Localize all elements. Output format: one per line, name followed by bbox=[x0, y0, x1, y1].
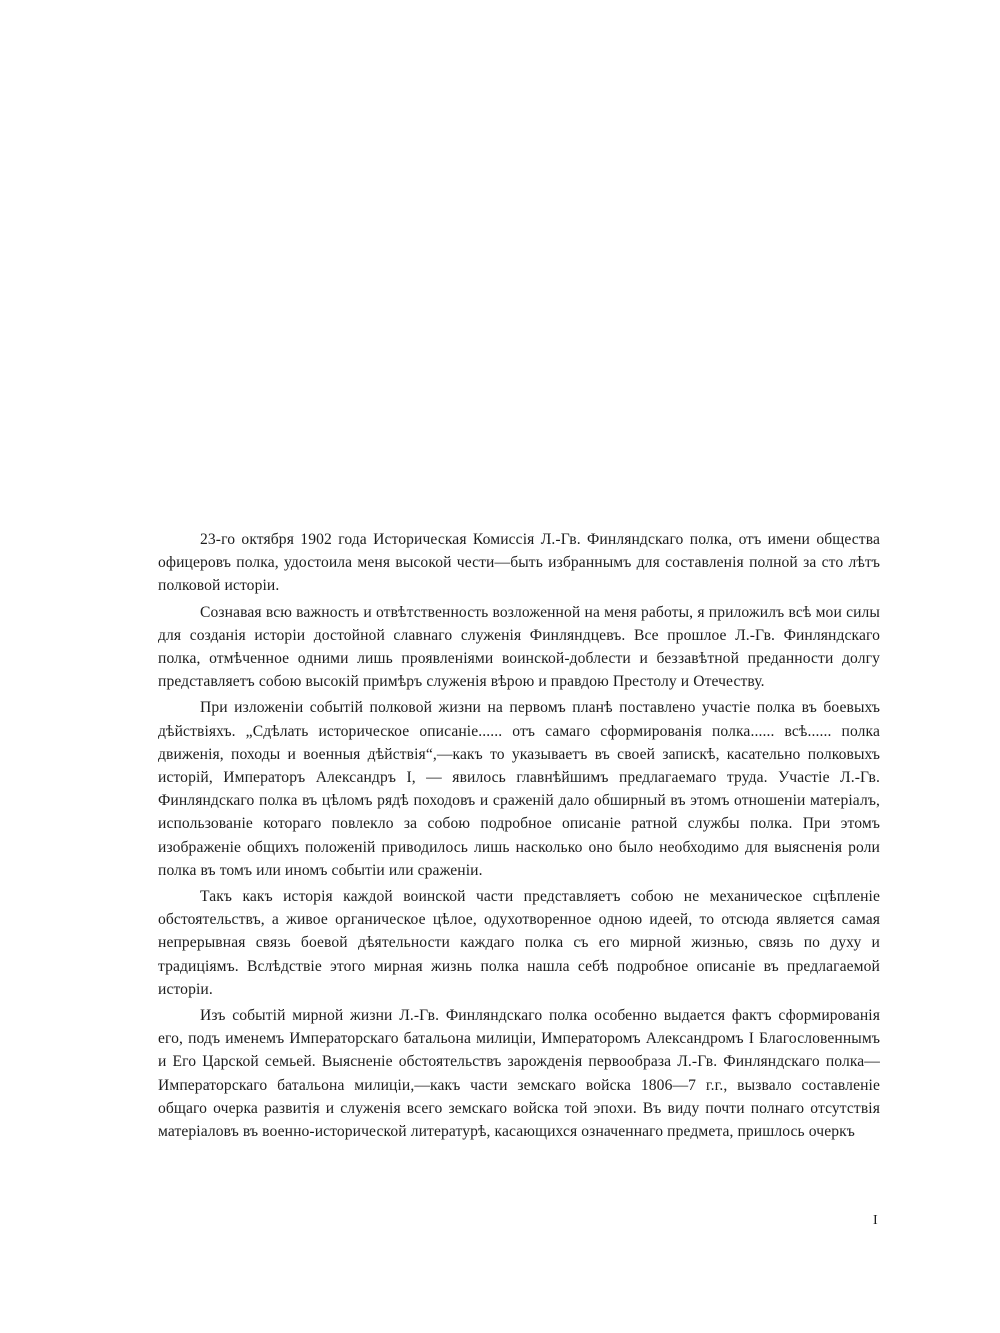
paragraph-2: Сознавая всю важность и отвѣтственность возложенной на меня работы, я приложилъ всѣ мои силы для созданія исторіи достойной славнаго служенія Финляндцевъ. Все прошлое Л.-Гв. Финляндскаго полка, отмѣченное одними лишь проявленіями воинской-доблести и беззавѣтной преданности долгу представляетъ собою высокій примѣръ служенія вѣрою и правдою Престолу и Отечеству. bbox=[158, 603, 880, 691]
paragraph-5: Изъ событій мирной жизни Л.-Гв. Финляндскаго полка особенно выдается фактъ сформированія его, подъ именемъ Императорскаго батальона милиціи, Императоромъ Александромъ I Благословеннымъ и Его Царской семьей. Выясненіе обстоятельствъ зарожденія первообраза Л.-Гв. Финляндскаго полка—Императорскаго батальона милиціи,—какъ части земскаго войска 1806—7 г.г., вызвало составленіе общаго очерка развитія и служенія всего земскаго войска той эпохи. Въ виду почти полнаго отсутствія матеріаловъ въ военно-исторической литературѣ, касающихся означеннаго предмета, пришлось очеркъ bbox=[158, 1007, 880, 1141]
page-number: I bbox=[873, 1213, 878, 1228]
paragraph-4: Такъ какъ исторія каждой воинской части представляетъ собою не механическое сцѣпленіе обстоятельствъ, а живое органическое цѣлое, одухотворенное одною идеей, то отсюда является самая непрерывная связь боевой дѣятельности каждаго полка съ его мирной жизнью, связь по духу и традиціямъ. Вслѣдствіе этого мирная жизнь полка нашла себѣ подробное описаніе въ предлагаемой исторіи. bbox=[158, 888, 880, 998]
paragraph-3: При изложеніи событій полковой жизни на первомъ планѣ поставлено участіе полка въ боевыхъ дѣйствіяхъ. „Сдѣлать историческое описаніе...... отъ самаго сформированія полка...... всѣ...... полка движенія, походы и военныя дѣйствія“,—какъ то указываетъ въ своей запискѣ, касательно полковыхъ исторій, Императоръ Александръ I, — явилось главнѣйшимъ предлагаемаго труда. Участіе Л.-Гв. Финляндскаго полка въ цѣломъ рядѣ походовъ и сраженій дало обширный въ этомъ отношеніи матеріалъ, использованіе котораго повлекло за собою подробное описаніе ратной службы полка. При этомъ изображеніе общихъ положеній приводилось лишь насколько оно было необходимо для выясненія роли полка въ томъ или иномъ событіи или сраженіи. bbox=[158, 699, 880, 879]
paragraph-1: 23-го октября 1902 года Историческая Комиссія Л.-Гв. Финляндскаго полка, отъ имени общества офицеровъ полка, удостоила меня высокой чести—быть избраннымъ для составленія полной за сто лѣтъ полковой исторіи. bbox=[158, 531, 880, 595]
preface-text bbox=[158, 528, 880, 1146]
